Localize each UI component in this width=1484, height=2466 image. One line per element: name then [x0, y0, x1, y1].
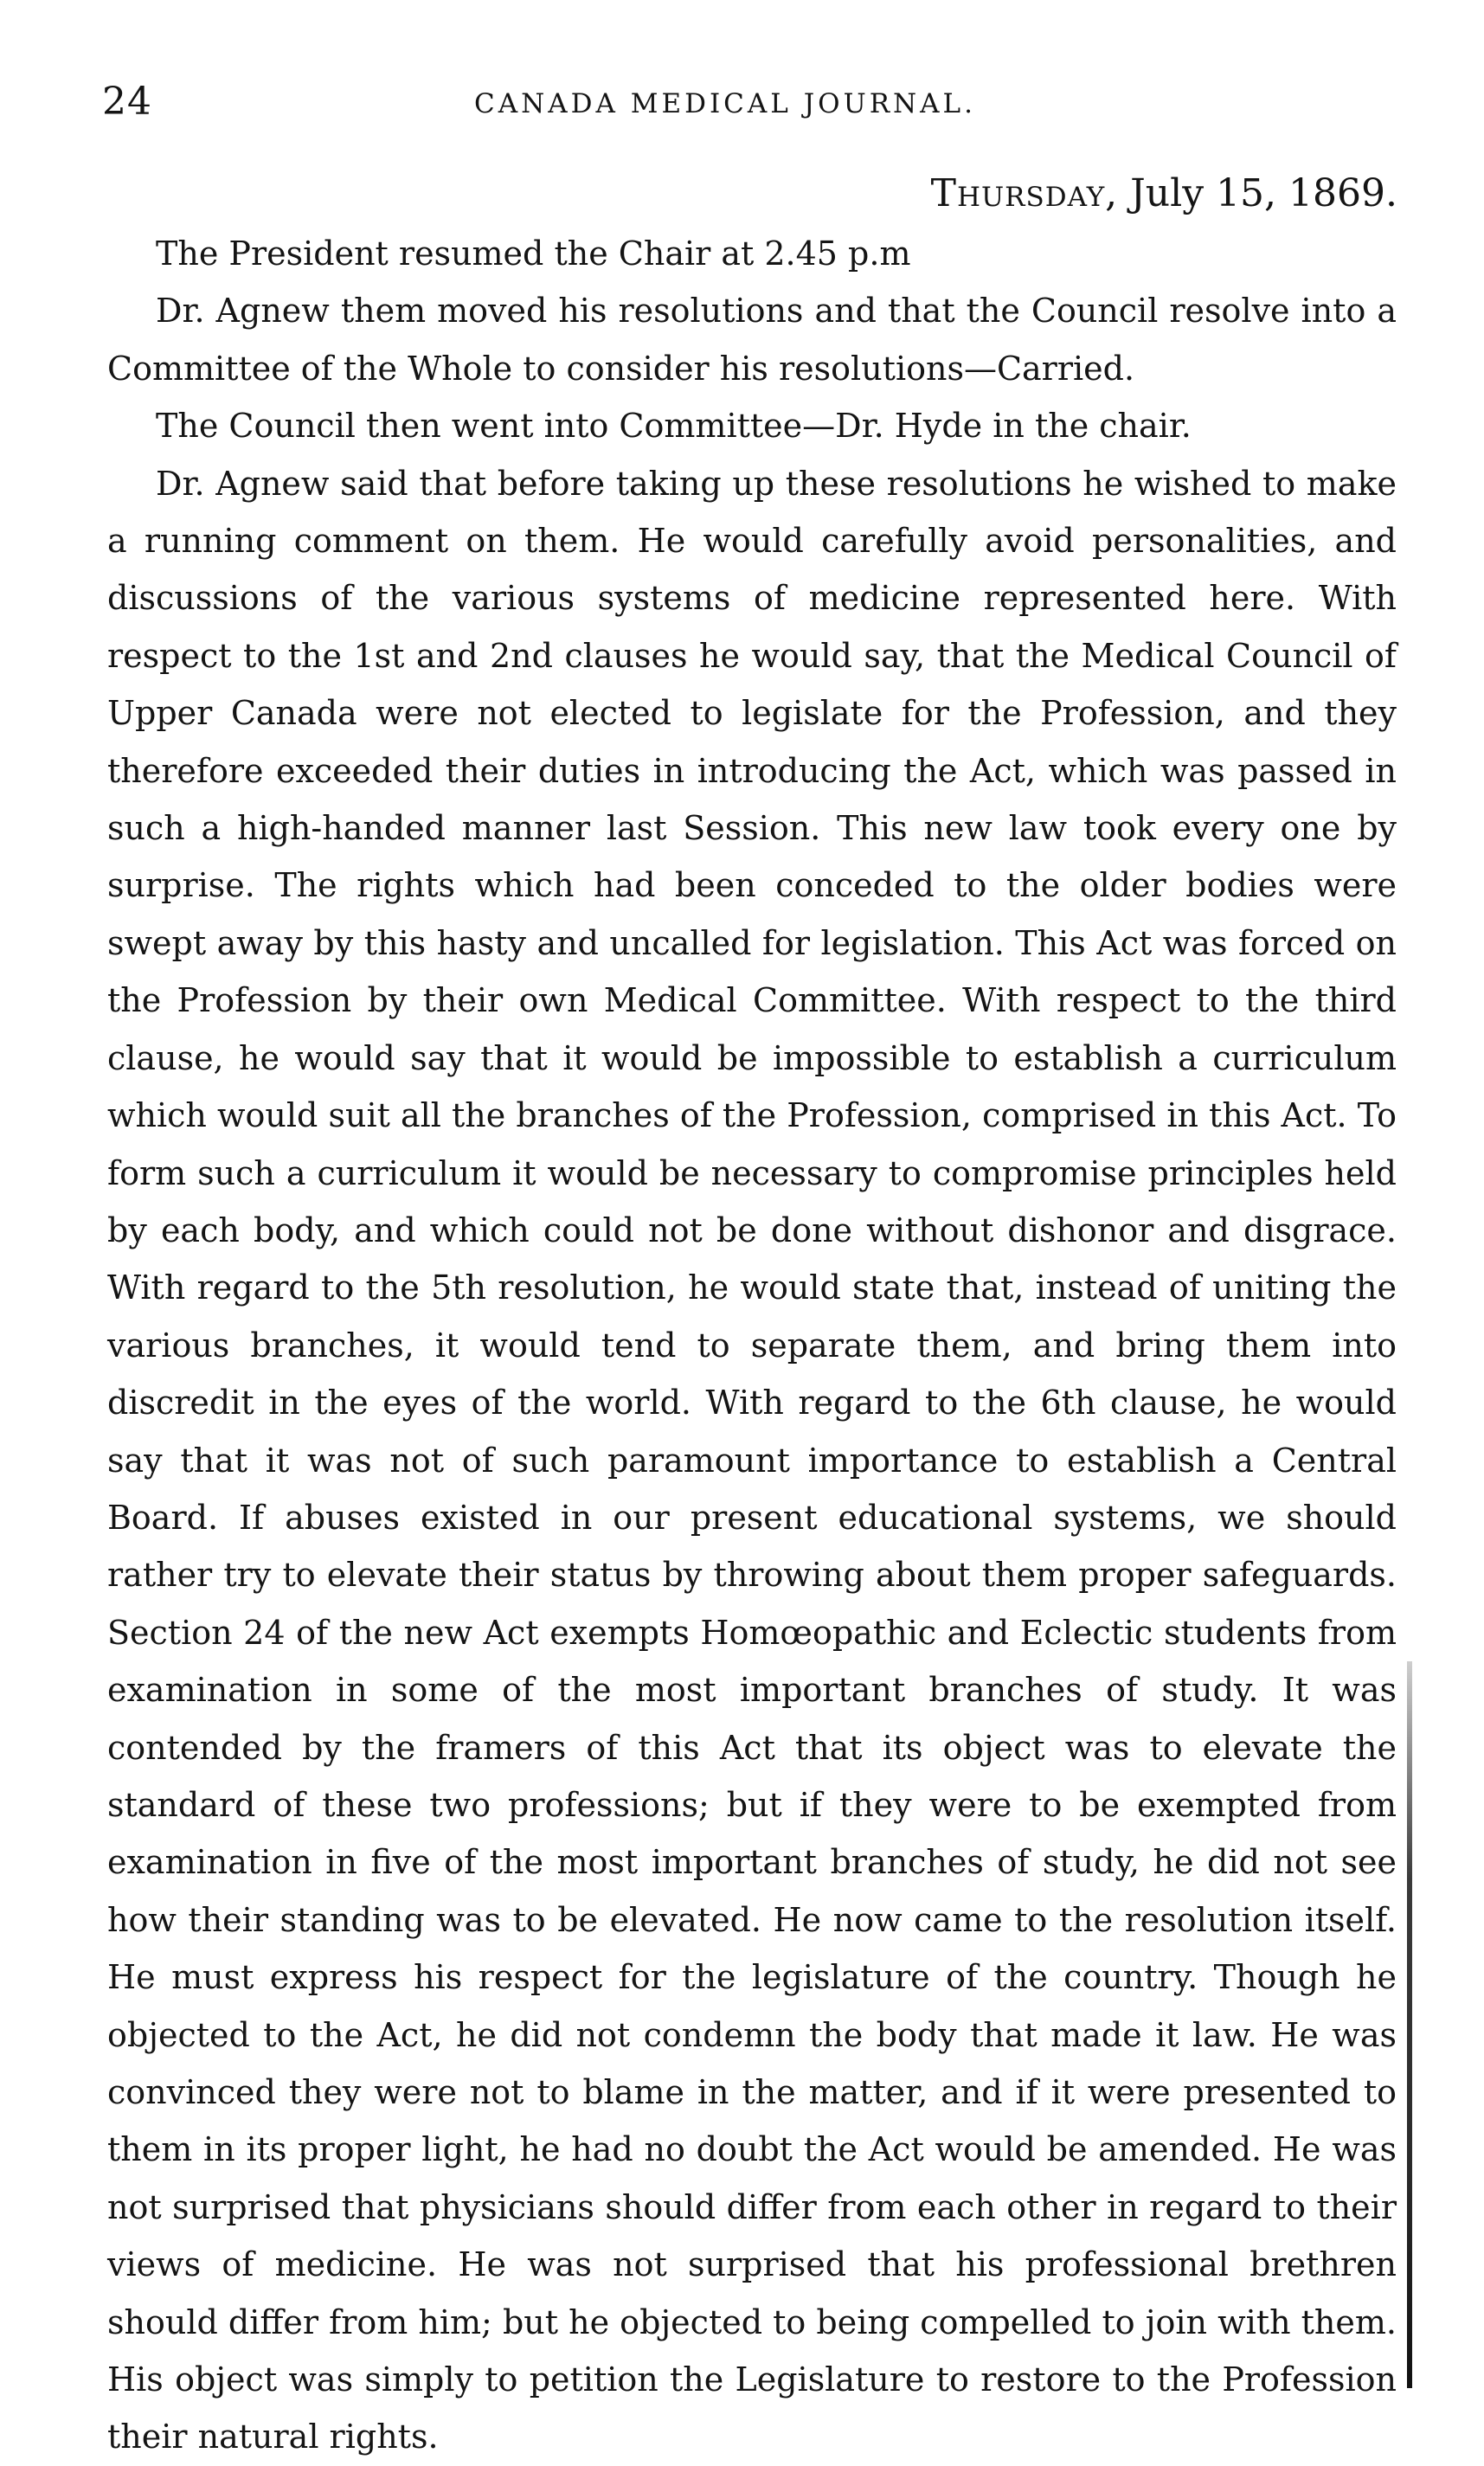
- dateline-date: July 15, 1869.: [1130, 171, 1397, 215]
- dateline-weekday: Thursday,: [930, 171, 1119, 215]
- paragraph: The President resumed the Chair at 2.45 p.m: [156, 234, 911, 273]
- page-header: [102, 80, 1409, 132]
- paragraph: Dr. Agnew said that before taking up these resolutions he wished to make a running comment on them. He would carefully avoid personalities, and discussions of the various systems of medicine represented here. With respect to the 1st and 2nd clauses he would say, that the Medical Council of Upper Canada were not elected to legislate for the Profession, and they therefore exceeded their duties in introducing the Act, which was passed in such a high-handed manner last Session. This new law took every one by surprise. The rights which had been conceded to the older bodies were swept away by this hasty and uncalled for legislation. This Act was forced on the Profession by their own Medical Committee. With respect to the third clause, he would say that it would be impossible to establish a curriculum which would suit all the branches of the Profession, comprised in this Act. To form such a curriculum it would be necessary to compromise principles held by each body, and which could not be done without dishonor and disgrace. With regard to the 5th resolution, he would state that, instead of uniting the various branches, it would tend to separate them, and bring them into discredit in the eyes of the world. With regard to the 6th clause, he would say that it was not of such paramount importance to establish a Central Board. If abuses existed in our present educational systems, we should rather try to elevate their status by throwing about them proper safeguards. Section 24 of the new Act exempts Homœopathic and Eclectic students from examination in some of the most important branches of study. It was contended by the framers of this Act that its object was to elevate the standard of these two professions; but if they were to be exempted from examination in five of the most important branches of study, he did not see how their standing was to be elevated. He now came to the resolution itself. He must express his respect for the legislature of the country. Though he objected to the Act, he did not condemn the body that made it law. He was convinced they were not to blame in the matter, and if it were presented to them in its proper light, he had no doubt the Act would be amended. He was not surprised that physicians should differ from each other in regard to their views of medicine. He was not surprised that his professional brethren should differ from him; but he objected to being compelled to join with them. His object was simply to petition the Legislature to restore to the Profession their natural rights.: [107, 464, 1397, 2456]
- article-body: [107, 225, 1397, 2466]
- running-head: CANADA MEDICAL JOURNAL.: [474, 88, 976, 119]
- page-binding-shadow: [1407, 1661, 1412, 2388]
- paragraph: The Council then went into Committee—Dr. Hyde in the chair.: [156, 407, 1192, 446]
- page-number: 24: [102, 80, 152, 124]
- dateline: [931, 171, 1397, 215]
- paragraph: Dr. Agnew them moved his resolutions and that the Council resolve into a Committee of the Whole to consider his resolutions—Carried.: [107, 292, 1397, 388]
